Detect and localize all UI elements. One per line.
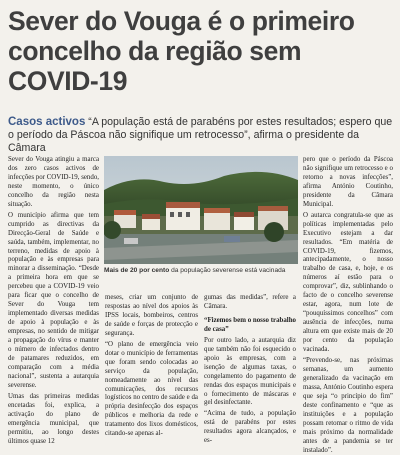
caption-bold: Mais de 20 por cento bbox=[104, 267, 170, 274]
lead-text: “A população está de parabéns por estes resultados; espero que o período da Páscoa não signifique um retrocesso”, afirma o presidente da Câmara bbox=[8, 116, 393, 154]
town-photo bbox=[104, 156, 298, 264]
column-4-paragraph-1: pero que o período da Páscoa não signifique um retrocesso e o retorno a novas infecções”, afirma António Coutinho, presidente da Câmara Municipal. bbox=[303, 156, 393, 208]
column-1-paragraph-1: Sever do Vouga atingiu a marca dos zero casos activos de infecções por COVID-19, sendo, neste momento, o único concelho da região nesta situação. bbox=[8, 156, 99, 208]
lead-paragraph bbox=[8, 116, 394, 155]
column-4 bbox=[303, 156, 393, 455]
photo-caption bbox=[104, 266, 298, 275]
column-3-paragraph-1: gumas das medidas”, refere a Câmara. bbox=[204, 294, 296, 310]
lead-kicker: Casos activos bbox=[8, 116, 86, 128]
column-1-paragraph-2: O município afirma que tem cumprido as directivas da Direcção-Geral de Saúde e saúda, também, implementar, no terreno, medidas de apoio à população e às empresas para minorar a disseminação. “Desde a primeira hora em que se percebeu que a COVID-19 veio para ficar que o concelho de Sever do Vouga tem implementado diversas medidas de apoio à população e às empresas, no sentido de mitigar a propagação do vírus e manter o número de infectados dentro de patamares reduzidos, em comparação com a média nacional”, sustenta a autarquia severense. bbox=[8, 211, 99, 389]
column-3 bbox=[204, 294, 296, 446]
column-4-paragraph-2: O autarca congratula-se que as políticas implementadas pelo Executivo estejam a dar resultados. “Em matéria de COVID-19, fizemos, antecipadamente, o nosso trabalho de casa, e, hoje, e os números aí estão para o comprovar”, diz, sublinhando o facto de o concelho severense estar, agora, num lote de “pouquíssimos concelhos” com ausência de infecções, numa altura em que existe mais de 20 por cento da população vacinada. bbox=[303, 211, 393, 354]
column-2 bbox=[105, 294, 198, 439]
column-4-paragraph-4: “Prevendo-se, nas próximas semanas, um aumento generalizado da vacinação em massa, António Coutinho espera que seja “o princípio do fim” deste confinamento e “que as instituições e a população possam retomar o ritmo de vida mais próximo da normalidade antes de a pandemia se ter instalado”. bbox=[303, 356, 393, 454]
column-3-subhead: “Fizemos bem o nosso trabalho de casa” bbox=[204, 316, 296, 333]
column-1 bbox=[8, 156, 99, 447]
column-3-paragraph-3: “Acima de tudo, a população está de parabéns por estes resultados agora alcançados, e es- bbox=[204, 410, 296, 445]
caption-text: da população severense está vacinada bbox=[169, 267, 286, 274]
column-1-paragraph-3: Umas das primeiras medidas encetadas foi, explica, a activação do plano de emergência municipal, que permitiu, ao longo destes últimos quase 12 bbox=[8, 392, 99, 445]
column-3-paragraph-2: Por outro lado, a autarquia diz que também não foi esquecido o apoio às empresas, com a isenção de algumas taxas, o congelamento do pagamento de rendas dos espaços municipais e o fornecimento de máscaras e gel desinfectante. bbox=[204, 336, 296, 407]
column-2-paragraph-2: “O plano de emergência veio dotar o município de ferramentas que foram sendo colocadas ao serviço da população, nomeadamente ao nível das comunicações, dos recursos logísticos no centro de saúde e da própria desinfecção dos espaços públicos e melhoria da rede e tratamento dos lixos domésticos, citando-se apenas al- bbox=[105, 340, 198, 438]
headline: Sever do Vouga é o primeiro concelho da região sem COVID-19 bbox=[8, 6, 355, 96]
column-2-paragraph-1: meses, criar um conjunto de respostas ao nível dos apoios às IPSS locais, bombeiros, centros de saúde e forças de protecção e segurança. bbox=[105, 294, 198, 337]
